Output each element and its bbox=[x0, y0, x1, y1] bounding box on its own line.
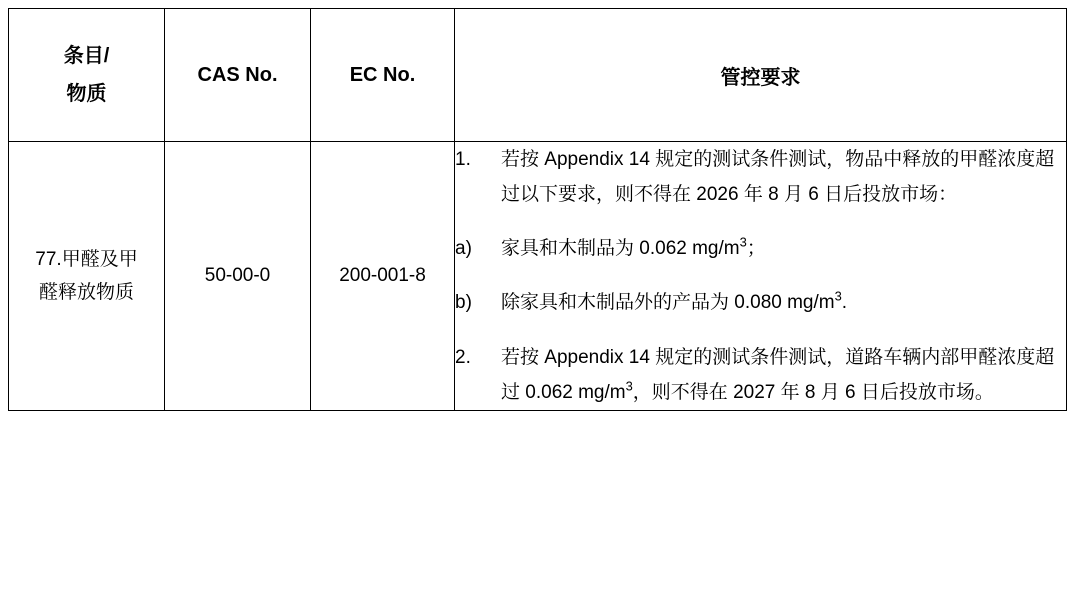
header-substance-line1: 条目/ bbox=[63, 45, 110, 67]
list-item bbox=[455, 340, 1066, 410]
list-item bbox=[455, 285, 1066, 320]
requirements-list bbox=[455, 142, 1066, 410]
list-item-text-after: ； bbox=[746, 238, 766, 260]
list-item-text-before: 家具和木制品为 0.062 mg/m bbox=[501, 238, 740, 260]
header-cell-cas-no: CAS No. bbox=[165, 9, 311, 142]
list-item-text: 若按 Appendix 14 规定的测试条件测试，物品中释放的甲醛浓度超过以下要求，则不得在 2026 年 8 月 6 日后投放市场： bbox=[501, 149, 1055, 206]
list-item-text-before: 若按 Appendix 14 规定的测试条件测试，道路车辆内部甲醛浓度超过 0.062 mg/m bbox=[501, 346, 1055, 403]
list-item-marker: a) bbox=[455, 238, 472, 260]
list-item-text bbox=[501, 285, 1066, 320]
regulation-table bbox=[8, 8, 1067, 411]
list-item-marker: b) bbox=[455, 292, 472, 314]
document-page bbox=[0, 8, 1074, 611]
cell-cas-no: 50-00-0 bbox=[165, 142, 311, 411]
list-item-superscript: 3 bbox=[834, 289, 842, 305]
table-row bbox=[9, 142, 1067, 411]
header-cell-substance bbox=[9, 9, 165, 142]
table-header-row bbox=[9, 9, 1067, 142]
header-cell-ec-no: EC No. bbox=[311, 9, 455, 142]
list-item-marker: 2. bbox=[455, 346, 471, 368]
header-substance-line2: 物质 bbox=[66, 83, 107, 105]
header-cell-requirements: 管控要求 bbox=[455, 9, 1067, 142]
cell-control-requirements bbox=[455, 142, 1067, 411]
list-item-text bbox=[501, 231, 1066, 266]
list-item-superscript: 3 bbox=[739, 234, 747, 250]
table-body bbox=[9, 142, 1067, 411]
list-item bbox=[455, 142, 1066, 212]
list-item-text-after: ，则不得在 2027 年 8 月 6 日后投放市场。 bbox=[632, 381, 994, 403]
cell-substance-name bbox=[9, 142, 165, 411]
substance-line2: 醛释放物质 bbox=[38, 281, 134, 303]
list-item-text-after: . bbox=[841, 292, 848, 314]
table-header bbox=[9, 9, 1067, 142]
cell-ec-no: 200-001-8 bbox=[311, 142, 455, 411]
list-item bbox=[455, 231, 1066, 266]
substance-line1: 77.甲醛及甲 bbox=[35, 248, 138, 270]
list-item-superscript: 3 bbox=[625, 378, 633, 394]
list-item-text-before: 除家具和木制品外的产品为 0.080 mg/m bbox=[501, 292, 835, 314]
list-item-text bbox=[501, 340, 1066, 410]
list-item-marker: 1. bbox=[455, 149, 471, 170]
